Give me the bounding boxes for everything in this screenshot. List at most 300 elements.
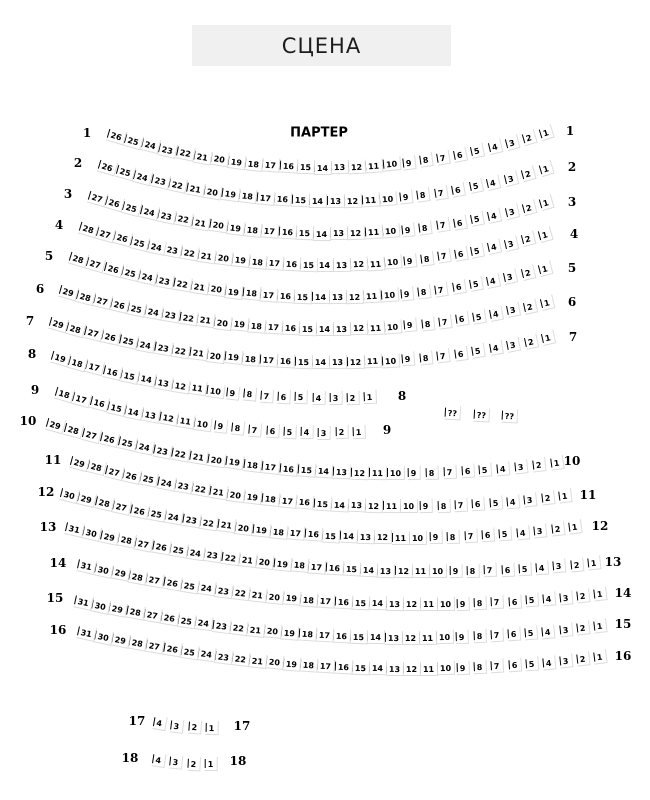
seat-r11-21[interactable] (208, 483, 228, 500)
seat-r3-3[interactable] (503, 203, 518, 220)
seat-r2-21[interactable] (184, 179, 204, 196)
seat-r12-22[interactable] (198, 514, 218, 531)
seat-r10-19[interactable] (224, 453, 244, 469)
seat-r5-4[interactable] (485, 272, 500, 288)
seat-r14-22[interactable] (230, 584, 250, 600)
seat-r10-28[interactable] (62, 420, 83, 438)
seat-r5-21[interactable] (189, 278, 209, 295)
seat-r5-15[interactable] (293, 288, 312, 303)
seat-r11-2[interactable] (540, 489, 554, 504)
seat-r10-14[interactable] (314, 463, 333, 478)
seat-r5-26[interactable] (102, 259, 123, 277)
seat-r12-19[interactable] (251, 521, 271, 537)
seat-r6-19[interactable] (229, 316, 248, 332)
seat-r14-18[interactable] (299, 591, 318, 606)
seat-r4-19[interactable] (230, 251, 250, 267)
seat-r5-8[interactable] (416, 283, 430, 298)
seat-r12-27[interactable] (111, 497, 132, 514)
seat-r8-9[interactable] (225, 384, 239, 399)
seat-r7-24[interactable] (135, 335, 155, 352)
seat-r13-9[interactable] (448, 563, 461, 577)
seat-r14-8[interactable] (473, 595, 486, 609)
seat-r4-20[interactable] (213, 249, 233, 265)
seat-r13-7[interactable] (483, 562, 496, 576)
seat-r17-3[interactable] (169, 717, 183, 732)
seat-r11-3[interactable] (522, 491, 536, 506)
seat-r12-21[interactable] (216, 516, 236, 532)
seat-r1-5[interactable] (469, 142, 484, 158)
seat-r5-10[interactable] (379, 286, 398, 301)
seat-r6-23[interactable] (160, 306, 180, 323)
seat-r13-30[interactable] (81, 523, 102, 541)
seat-r2-1[interactable] (537, 159, 553, 176)
seat-r11-16[interactable] (295, 493, 314, 508)
seat-r7-27[interactable] (82, 323, 103, 341)
seat-r15-28[interactable] (124, 603, 144, 620)
seat-r7-19[interactable] (223, 349, 242, 365)
seat-r2-16[interactable] (273, 191, 292, 206)
seat-r14-3[interactable] (558, 589, 572, 604)
seat-r15-15[interactable] (349, 628, 368, 643)
seat-r12-12[interactable] (373, 529, 391, 543)
seat-r16-7[interactable] (490, 658, 503, 673)
seat-r13-8[interactable] (465, 563, 478, 577)
seat-r3-24[interactable] (138, 202, 159, 220)
seat-r6-24[interactable] (143, 303, 163, 320)
seat-r7-13[interactable] (328, 354, 346, 368)
seat-r12-8[interactable] (446, 529, 459, 543)
seat-r13-13[interactable] (376, 562, 395, 577)
seat-r11-15[interactable] (312, 495, 331, 510)
seat-r5-14[interactable] (310, 289, 328, 303)
seat-r14-9[interactable] (456, 596, 469, 610)
seat-r8-13[interactable] (153, 373, 173, 390)
seat-r2-22[interactable] (167, 175, 188, 192)
seat-r2-19[interactable] (220, 185, 240, 201)
seat-r6-3[interactable] (504, 301, 519, 317)
seat-r15-29[interactable] (107, 599, 127, 616)
seat-r14-27[interactable] (144, 570, 164, 587)
seat-r13-15[interactable] (341, 561, 360, 576)
seat-r12-2[interactable] (550, 520, 564, 535)
seat-r10-25[interactable] (116, 433, 137, 451)
seat-r2-14[interactable] (308, 193, 326, 207)
seat-r6-10[interactable] (383, 318, 402, 333)
seat-r14-31[interactable] (76, 556, 97, 574)
seat-r7-18[interactable] (240, 350, 259, 365)
seat-r3-12[interactable] (346, 225, 365, 240)
seat-r9-16[interactable] (88, 393, 109, 411)
seat-r8-6[interactable] (277, 388, 290, 403)
seat-r13-29[interactable] (98, 527, 119, 544)
seat-r2-4[interactable] (485, 173, 500, 189)
seat-r6-9[interactable] (403, 317, 417, 332)
seat-r2-12[interactable] (343, 192, 362, 207)
seat-r9-1[interactable] (351, 424, 364, 438)
seat-r13-1[interactable] (586, 554, 600, 569)
seat-r11-6[interactable] (471, 496, 484, 511)
seat-r14-21[interactable] (247, 586, 267, 602)
seat-r10-16[interactable] (278, 460, 297, 476)
seat-r16-23[interactable] (213, 648, 233, 664)
seat-r11-1[interactable] (557, 487, 571, 503)
seat-r15-7[interactable] (489, 627, 502, 642)
seat-r1-3[interactable] (503, 134, 519, 151)
seat-r17-1[interactable] (205, 720, 218, 734)
seat-r7-4[interactable] (487, 339, 502, 355)
seat-r16-29[interactable] (110, 630, 130, 647)
seat-r4-16[interactable] (281, 256, 300, 271)
seat-r3-4[interactable] (486, 207, 501, 223)
seat-r8-4[interactable] (311, 390, 324, 404)
seat-r10-1[interactable] (549, 454, 563, 470)
seat-r12-28[interactable] (93, 494, 114, 512)
seat-r2-5[interactable] (467, 177, 482, 193)
seat-r5-20[interactable] (206, 280, 226, 296)
seat-r12-25[interactable] (146, 505, 166, 522)
seat-r15-3[interactable] (558, 621, 572, 636)
seat-r8-2[interactable] (345, 389, 358, 403)
seat-r16-27[interactable] (144, 637, 164, 654)
seat-r2-15[interactable] (290, 192, 309, 207)
seat-r4-10[interactable] (382, 254, 401, 269)
seat-r3-5[interactable] (469, 210, 484, 226)
seat-r1-12[interactable] (347, 158, 366, 173)
seat-r7-8[interactable] (418, 349, 432, 364)
seat-r15-18[interactable] (297, 625, 316, 640)
seat-r6-11[interactable] (366, 319, 385, 334)
seat-r12-23[interactable] (181, 511, 201, 528)
seat-r4-11[interactable] (366, 255, 385, 270)
seat-r13-11[interactable] (411, 563, 429, 577)
seat-r15-31[interactable] (73, 592, 94, 610)
seat-r6-26[interactable] (109, 295, 130, 313)
seat-r11-27[interactable] (103, 462, 124, 480)
seat-r1-16[interactable] (278, 158, 297, 173)
seat-r13-5[interactable] (517, 560, 530, 575)
seat-r10-24[interactable] (134, 437, 155, 454)
seat-r16-16[interactable] (333, 659, 352, 674)
seat-r4-3[interactable] (503, 234, 518, 250)
seat-r13-18[interactable] (289, 557, 308, 573)
seat-r9-6[interactable] (265, 422, 278, 437)
seat-r5-12[interactable] (345, 289, 364, 304)
seat-r12-18[interactable] (268, 523, 287, 539)
seat-r13-22[interactable] (220, 549, 240, 565)
seat-r4-6[interactable] (452, 245, 467, 261)
seat-r12-30[interactable] (58, 485, 79, 503)
seat-r9-18[interactable] (53, 384, 74, 403)
seat-r7-2[interactable] (522, 333, 537, 349)
seat-r1-11[interactable] (364, 157, 383, 172)
seat-r7-23[interactable] (153, 338, 173, 355)
seat-r12-3[interactable] (532, 522, 546, 537)
seat-r15-17[interactable] (314, 627, 333, 642)
seat-r3-1[interactable] (537, 194, 553, 211)
seat-r1-1[interactable] (537, 123, 553, 140)
seat-r1-10[interactable] (381, 156, 400, 172)
seat-r10-5[interactable] (478, 462, 492, 477)
seat-r16-12[interactable] (402, 661, 420, 675)
seat-r14-6[interactable] (507, 593, 520, 608)
seat-r10-20[interactable] (206, 451, 226, 468)
seat-r10-2[interactable] (531, 457, 545, 472)
seat-r11-17[interactable] (277, 492, 296, 508)
seat-r9-8[interactable] (230, 419, 244, 434)
seat-r4-14[interactable] (315, 257, 333, 271)
seat-r3-13[interactable] (329, 225, 347, 239)
seat-r15-27[interactable] (142, 606, 162, 623)
seat-r6-22[interactable] (177, 309, 197, 326)
seat-r11-7[interactable] (453, 497, 466, 512)
seat-r12-1[interactable] (567, 518, 581, 533)
seat-r1-19[interactable] (226, 153, 246, 169)
seat-r9-10[interactable] (192, 415, 212, 431)
seat-r6-29[interactable] (57, 282, 78, 300)
seat-r13-10[interactable] (428, 563, 446, 577)
seat-r12-13[interactable] (356, 529, 375, 544)
seat-r10-18[interactable] (242, 456, 262, 472)
seat-r1-2[interactable] (520, 129, 536, 146)
seat-r12-4[interactable] (515, 524, 529, 539)
seat-r6-20[interactable] (212, 314, 232, 330)
seat-r1-8[interactable] (418, 152, 432, 168)
seat-r13-21[interactable] (237, 551, 257, 567)
seat-r1-22[interactable] (174, 144, 195, 161)
seat-r14-10[interactable] (436, 596, 454, 610)
seat-r10-11[interactable] (368, 465, 386, 479)
seat-r2-18[interactable] (237, 187, 257, 203)
seat-r12-7[interactable] (463, 528, 476, 543)
seat-r14-2[interactable] (575, 587, 589, 602)
seat-r5-18[interactable] (241, 285, 260, 301)
seat-r10-12[interactable] (350, 465, 369, 480)
seat-r15-23[interactable] (211, 617, 231, 633)
seat-r13-19[interactable] (272, 555, 291, 571)
seat-r10-6[interactable] (460, 463, 473, 478)
seat-r7-6[interactable] (453, 345, 467, 361)
seat-r16-17[interactable] (316, 658, 335, 673)
seat-r13-16[interactable] (324, 559, 343, 574)
seat-r17-4[interactable] (152, 714, 167, 730)
seat-r10-22[interactable] (170, 445, 190, 462)
seat-r6-25[interactable] (126, 299, 147, 316)
seat-r13-6[interactable] (500, 561, 513, 576)
seat-r4-18[interactable] (247, 253, 266, 269)
seat-r1-15[interactable] (295, 159, 314, 174)
seat-r14-20[interactable] (264, 588, 283, 604)
seat-r3-14[interactable] (312, 225, 330, 239)
seat-r14-13[interactable] (385, 596, 403, 610)
seat-r13-17[interactable] (307, 558, 326, 573)
seat-r16-30[interactable] (93, 627, 114, 644)
seat-r18-2[interactable] (186, 755, 199, 770)
seat-r8-8[interactable] (242, 386, 256, 401)
seat-r15-16[interactable] (332, 628, 351, 643)
seat-r9-3[interactable] (317, 424, 330, 438)
seat-r15-13[interactable] (383, 629, 401, 643)
seat-r16-26[interactable] (161, 640, 181, 657)
seat-r15-25[interactable] (176, 612, 196, 629)
seat-r16-22[interactable] (230, 650, 250, 666)
seat-r1-7[interactable] (435, 149, 450, 165)
seat-r15-5[interactable] (523, 624, 537, 639)
seat-r3-16[interactable] (277, 224, 296, 239)
seat-r2-10[interactable] (378, 190, 397, 205)
seat-r12-15[interactable] (321, 527, 340, 542)
seat-r16-24[interactable] (196, 645, 216, 661)
seat-r6-14[interactable] (315, 321, 333, 335)
seat-r16-15[interactable] (350, 659, 369, 674)
seat-r8-19[interactable] (49, 348, 70, 367)
seat-r11-19[interactable] (242, 488, 262, 504)
seat-r2-13[interactable] (326, 193, 344, 207)
seat-r16-6[interactable] (507, 657, 520, 672)
seat-r14-4[interactable] (541, 591, 555, 606)
seat-r6-6[interactable] (453, 310, 467, 326)
seat-r14-5[interactable] (524, 592, 538, 607)
seat-r18-4[interactable] (151, 751, 166, 767)
seat-r5-19[interactable] (224, 283, 244, 299)
seat-r7-9[interactable] (400, 351, 414, 366)
seat-r13-20[interactable] (255, 553, 275, 569)
seat-r3-18[interactable] (242, 221, 261, 237)
seat-r7-22[interactable] (170, 341, 190, 358)
seat-r14-14[interactable] (367, 595, 386, 610)
seat-r7-5[interactable] (470, 342, 485, 358)
seat-r8-16[interactable] (101, 362, 122, 380)
seat-r2-20[interactable] (202, 182, 222, 199)
seat-r10-29[interactable] (44, 415, 65, 433)
seat-r9-2[interactable] (334, 424, 347, 438)
seat-r9-11[interactable] (175, 412, 195, 429)
seat-r4-4[interactable] (486, 238, 501, 254)
seat-r3-6[interactable] (451, 214, 466, 230)
seat-r16-3[interactable] (558, 652, 572, 667)
seat-r7-10[interactable] (380, 352, 399, 367)
seat-r12-6[interactable] (480, 527, 493, 542)
seat-r3-11[interactable] (363, 224, 382, 239)
seat-r6-1[interactable] (538, 294, 553, 311)
seat-r13-4[interactable] (534, 559, 548, 574)
seat-r16-5[interactable] (524, 655, 538, 670)
seat-r7-21[interactable] (188, 344, 208, 360)
seat-r18-3[interactable] (168, 754, 182, 769)
seat-r15-1[interactable] (592, 617, 606, 632)
seat-r9-5[interactable] (282, 423, 295, 438)
seat-r2-6[interactable] (450, 181, 465, 197)
seat-r5-9[interactable] (399, 285, 413, 300)
seat-r12-14[interactable] (338, 528, 357, 543)
seat-r6-12[interactable] (349, 320, 368, 335)
seat-r16-9[interactable] (456, 660, 469, 674)
seat-r8-11[interactable] (187, 379, 207, 395)
seat-r16-28[interactable] (127, 634, 147, 651)
seat-unknown-qq[interactable] (472, 406, 489, 421)
seat-r8-12[interactable] (170, 376, 190, 393)
seat-r14-7[interactable] (490, 594, 503, 609)
seat-r3-2[interactable] (520, 198, 536, 215)
seat-r7-11[interactable] (363, 353, 382, 368)
seat-r10-7[interactable] (442, 464, 455, 479)
seat-r10-8[interactable] (424, 465, 437, 479)
seat-r14-16[interactable] (333, 594, 352, 609)
seat-r13-31[interactable] (64, 519, 85, 537)
seat-r10-13[interactable] (332, 464, 351, 479)
seat-r1-9[interactable] (401, 154, 415, 169)
seat-r11-29[interactable] (68, 453, 89, 471)
seat-r15-14[interactable] (366, 629, 384, 643)
seat-r11-5[interactable] (488, 495, 502, 510)
seat-r15-10[interactable] (435, 629, 453, 643)
seat-r3-7[interactable] (434, 216, 448, 232)
seat-r12-9[interactable] (428, 529, 441, 543)
seat-r3-9[interactable] (400, 221, 414, 236)
seat-r9-9[interactable] (213, 417, 227, 432)
seat-r11-22[interactable] (190, 480, 210, 497)
seat-r14-28[interactable] (127, 567, 147, 584)
seat-r5-7[interactable] (433, 281, 447, 297)
seat-r16-1[interactable] (592, 648, 606, 663)
seat-r1-14[interactable] (313, 159, 331, 173)
seat-r13-24[interactable] (185, 543, 205, 560)
seat-r17-2[interactable] (187, 719, 201, 734)
seat-r4-12[interactable] (349, 256, 368, 271)
seat-r15-4[interactable] (540, 623, 554, 638)
seat-r11-9[interactable] (419, 498, 432, 512)
seat-r10-17[interactable] (260, 458, 280, 474)
seat-r14-29[interactable] (110, 564, 131, 581)
seat-r13-23[interactable] (202, 546, 222, 562)
seat-r16-11[interactable] (419, 660, 437, 674)
seat-r5-22[interactable] (171, 275, 191, 292)
seat-r15-6[interactable] (506, 626, 519, 641)
seat-r7-20[interactable] (205, 347, 225, 363)
seat-r16-19[interactable] (282, 655, 301, 670)
seat-r14-1[interactable] (592, 585, 606, 600)
seat-r16-2[interactable] (575, 650, 589, 665)
seat-r1-17[interactable] (261, 157, 280, 172)
seat-r10-27[interactable] (80, 425, 101, 443)
seat-unknown-qq[interactable] (444, 405, 461, 420)
seat-r2-9[interactable] (398, 188, 412, 203)
seat-r11-23[interactable] (173, 477, 193, 494)
seat-r16-20[interactable] (264, 653, 283, 669)
seat-r8-3[interactable] (328, 390, 341, 404)
seat-r12-5[interactable] (498, 526, 512, 541)
seat-r9-4[interactable] (300, 424, 313, 438)
seat-r2-3[interactable] (502, 169, 518, 186)
seat-r9-12[interactable] (158, 409, 178, 426)
seat-r7-29[interactable] (47, 314, 68, 332)
seat-r11-10[interactable] (399, 498, 417, 512)
seat-r15-24[interactable] (193, 614, 213, 630)
seat-r10-3[interactable] (513, 459, 527, 474)
seat-r16-31[interactable] (76, 623, 97, 641)
seat-r11-25[interactable] (138, 470, 159, 487)
seat-r12-10[interactable] (408, 530, 426, 544)
seat-r3-21[interactable] (190, 213, 210, 230)
seat-r5-11[interactable] (362, 288, 381, 303)
seat-r13-3[interactable] (552, 558, 566, 573)
seat-r11-8[interactable] (436, 498, 449, 512)
seat-r16-10[interactable] (436, 660, 454, 674)
seat-r12-16[interactable] (303, 526, 322, 541)
seat-r14-12[interactable] (402, 596, 420, 610)
seat-r10-10[interactable] (386, 465, 404, 479)
seat-r1-26[interactable] (105, 126, 126, 145)
seat-r6-4[interactable] (487, 305, 502, 321)
